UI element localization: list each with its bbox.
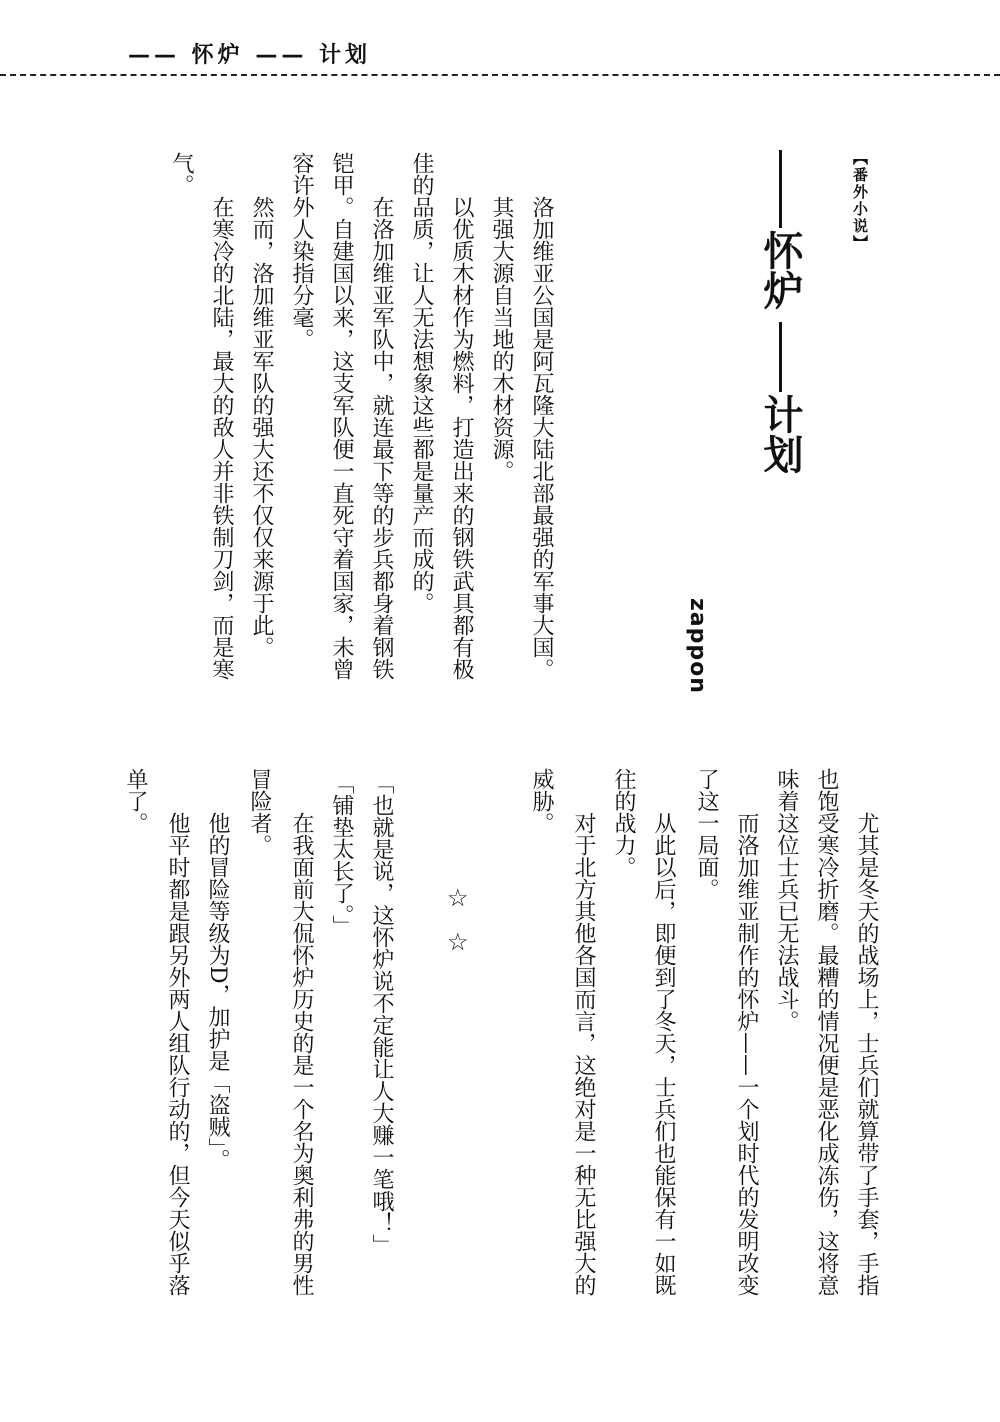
text-column: 然而，洛加维亚军队的强大还不仅仅来源于此。 — [249, 196, 274, 658]
text-column: 佳的品质，让人无法想象这些都是量产而成的。 — [409, 152, 434, 614]
author-name: zappon — [685, 598, 710, 694]
text-column: 尤其是冬天的战场上，士兵们就算带了手套，手指 — [854, 812, 879, 1296]
dialogue-column: 「也就是说，这怀炉说不定能让人大赚一笔哦！」 — [369, 772, 394, 1256]
title-dash — [779, 150, 782, 228]
dialogue-column: 「铺垫太长了。」 — [329, 772, 354, 937]
dashed-divider — [0, 74, 1000, 76]
text-column: 容许外人染指分毫。 — [289, 152, 314, 350]
text-column: 铠甲。自建国以来，这支军队便一直死守着国家，未曾 — [329, 152, 354, 680]
title-dash — [779, 322, 782, 392]
text-column: 其强大源自当地的木材资源。 — [489, 196, 514, 482]
column-label: 【番外小说】 — [851, 150, 869, 252]
text-column: 味着这位士兵已无法战斗。 — [774, 768, 799, 1032]
running-header: —— 怀炉 —— 计划 — [128, 43, 371, 68]
text-column: 往的战力。 — [611, 768, 636, 878]
section-star: ☆ — [447, 928, 469, 956]
text-column: 他的冒险等级为D，加护是「盗贼」。 — [205, 812, 230, 1171]
text-column: 对于北方其他各国而言，这绝对是一种无比强大的 — [571, 812, 596, 1296]
text-column: 气。 — [169, 152, 194, 196]
text-column: 以优质木材作为燃料，打造出来的钢铁武具都有极 — [449, 196, 474, 680]
text-column: 单了。 — [123, 768, 148, 834]
text-column: 在洛加维亚军队中，就连最下等的步兵都身着钢铁 — [369, 196, 394, 680]
text-column: 冒险者。 — [247, 768, 272, 856]
text-column: 也饱受寒冷折磨。最糟的情况便是恶化成冻伤，这将意 — [814, 768, 839, 1296]
text-column: 在寒冷的北陆，最大的敌人并非铁制刀剑，而是寒 — [209, 196, 234, 680]
title-part2: 计划 — [757, 394, 803, 474]
title-part1: 怀炉 — [757, 230, 803, 310]
text-column: 洛加维亚公国是阿瓦隆大陆北部最强的军事大国。 — [529, 196, 554, 680]
text-column: 在我面前大侃怀炉历史的是一个名为奥利弗的男性 — [289, 812, 314, 1296]
story-title — [755, 150, 805, 490]
text-column: 从此以后，即便到了冬天，士兵们也能保有一如既 — [651, 812, 676, 1296]
text-column: 而洛加维亚制作的怀炉——一个划时代的发明改变 — [734, 812, 759, 1296]
text-column: 了这一局面。 — [694, 768, 719, 900]
text-column: 威胁。 — [529, 768, 554, 834]
section-star: ☆ — [447, 884, 469, 912]
text-column: 他平时都是跟另外两人组队行动的，但今天似乎落 — [165, 812, 190, 1296]
